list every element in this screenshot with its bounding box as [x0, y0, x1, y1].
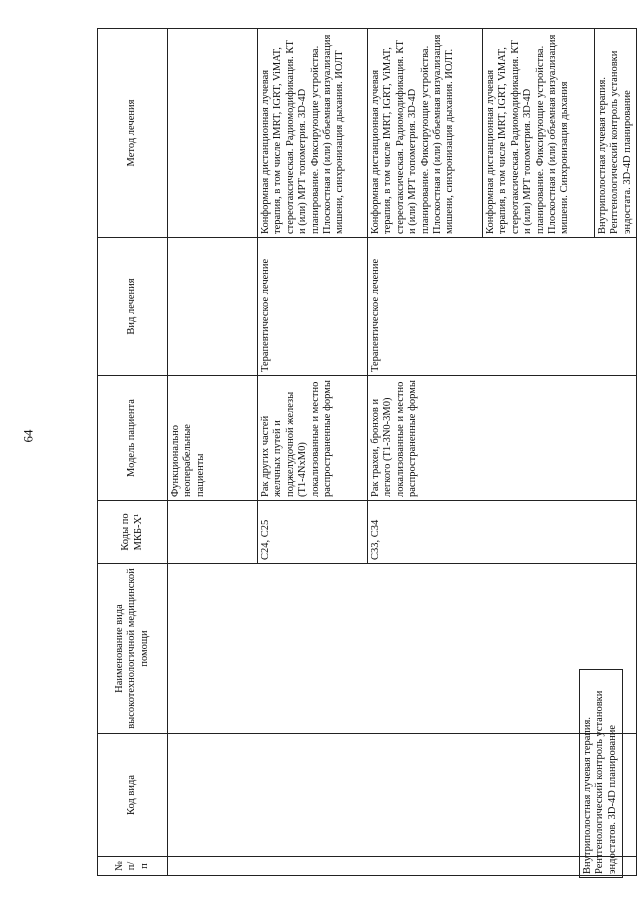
cell-method: Внутриполостная лучевая терапия. Рентгенологический контроль установки эндостатов. 3D-4D планирование: [579, 669, 623, 878]
cell-icd: [168, 501, 258, 564]
header-type: Вид лечения: [98, 238, 168, 376]
cell-method: Конформная дистанционная лучевая терапия, в том числе IMRT, IGRT, ViMAT, стереотаксическая. Радиомодификация. КТ и (или) МРТ топометрия. 3D-4D планирование. Фиксирующие устройства. Плоскостная и (или) объемная визуализация мишени, синхронизация дыхания. ИОЛТ: [258, 29, 368, 238]
header-num: № п/п: [98, 857, 168, 876]
header-method: Метод лечения: [98, 29, 168, 238]
cell-model: Функционально неоперабельные пациенты: [168, 376, 258, 501]
cell-icd: C33, C34: [368, 501, 637, 564]
cell-num: [168, 857, 637, 876]
header-row: [98, 29, 168, 876]
cell-method: [168, 29, 258, 238]
cell-method: Конформная дистанционная лучевая терапия, в том числе IMRT, IGRT, ViMAT, стереотаксическая. Радиомодификация. КТ и (или) МРТ топометрия. 3D-4D планирование. Фиксирующие устройства. Плоскостная и (или) объемная визуализация мишени, синхронизация дыхания. ИОЛТ.: [368, 29, 483, 238]
method-extra-cell: [579, 669, 623, 878]
table-row: [168, 29, 258, 876]
cell-name: [168, 564, 637, 734]
cell-type: Терапевтическое лечение: [368, 238, 637, 376]
cell-type: [168, 238, 258, 376]
treatment-table: [97, 28, 637, 876]
cell-icd: C24, C25: [258, 501, 368, 564]
cell-code: [168, 734, 637, 857]
header-code: Код вида: [98, 734, 168, 857]
cell-model: Рак других частей желчных путей и поджелудочной железы (T1-4NxM0) локализованные и местно распространенные формы: [258, 376, 368, 501]
header-name: Наименование вида высокотехнологичной медицинской помощи: [98, 564, 168, 734]
header-icd: Коды по МКБ-X¹: [98, 501, 168, 564]
page-number: 64: [20, 429, 36, 443]
cell-type: Терапевтическое лечение: [258, 238, 368, 376]
cell-method: Внутриполостная лучевая терапия. Рентгенологический контроль установки эндостата. 3D-4D планирование: [595, 29, 637, 238]
cell-model: Рак трахеи, бронхов и легкого (T1-3N0-3M0) локализованные и местно распространенные формы: [368, 376, 637, 501]
treatment-table-container: [97, 29, 633, 876]
header-model: Модель пациента: [98, 376, 168, 501]
cell-method: Конформная дистанционная лучевая терапия, в том числе IMRT, IGRT, ViMAT, стереотаксическая. Радиомодификация. КТ и (или) МРТ топометрия. 3D-4D планирование. Фиксирующие устройства. Плоскостная и (или) объемная визуализация мишени. Синхронизация дыхания: [483, 29, 595, 238]
